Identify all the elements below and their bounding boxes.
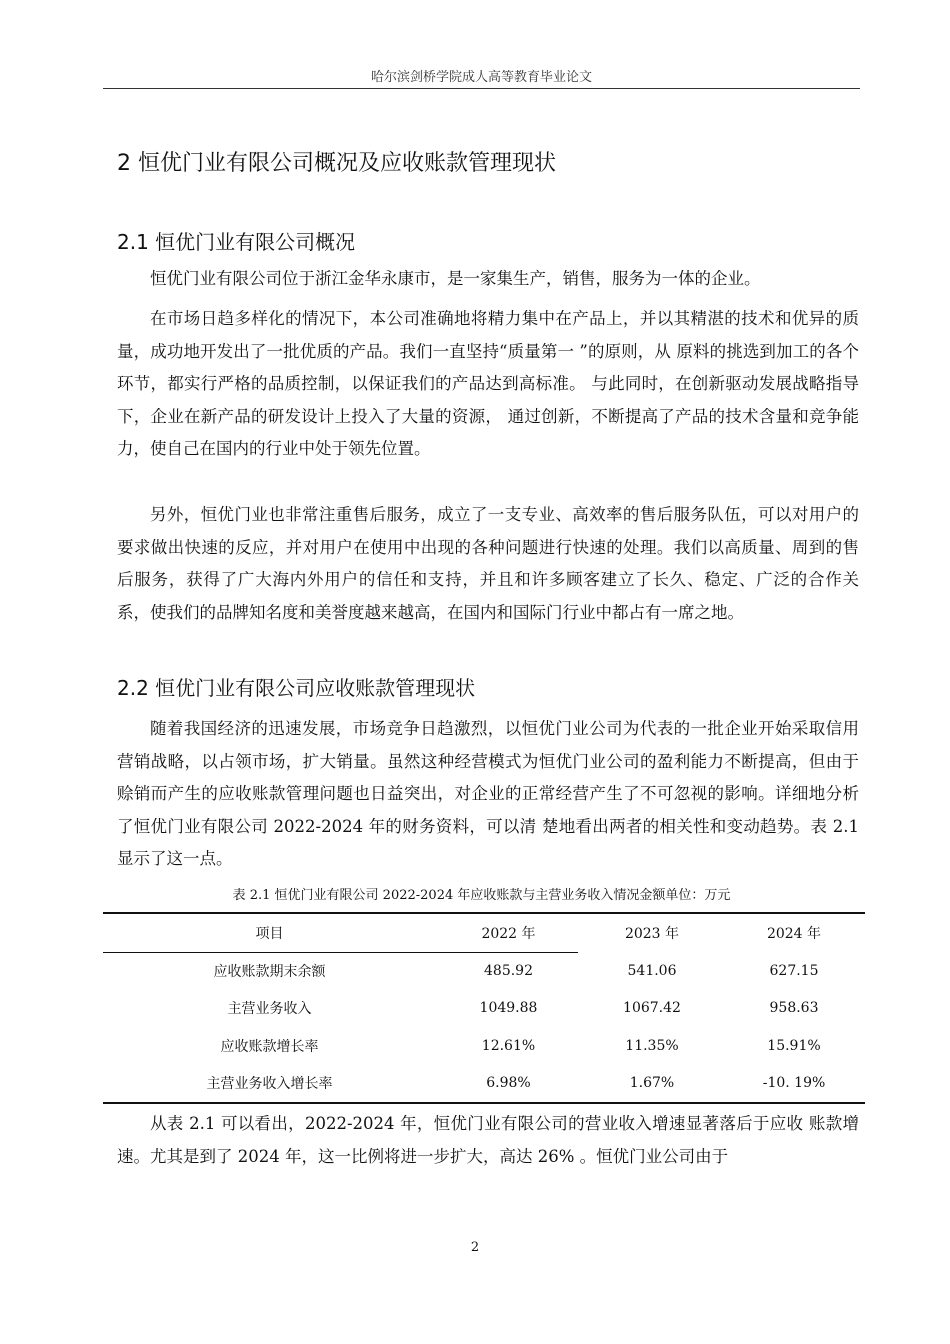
table-cell: 12.61%: [481, 1037, 536, 1054]
table-cell: 应收账款增长率: [220, 1038, 319, 1055]
section-2-2-paragraph-2: 从表 2.1 可以看出，2022-2024 年，恒优门业有限公司的营业收入增速显著落后于应收 账款增速。尤其是到了 2024 年，这一比例将进一步扩大，高达 26% 。恒优门业公司由于: [117, 1114, 859, 1166]
table-cell: -10. 19%: [762, 1075, 826, 1092]
table-cell: 1049.88: [479, 1000, 538, 1017]
table-cell: 主营业务收入: [227, 1001, 312, 1018]
table-row: [103, 952, 865, 990]
section-2-1-paragraph-3: 另外，恒优门业也非常注重售后服务，成立了一支专业、高效率的售后服务队伍，可以对用户的要求做出快速的反应，并对用户在使用中出现的各种问题进行快速的处理。我们以高质量、周到的售后服务，获得了广大海内外用户的信任和支持，并且和许多顾客建立了长久、稳定、广泛的合作关系，使我们的品牌知名度和美誉度越来越高，在国内和国际门行业中都占有一席之地。: [117, 505, 859, 622]
table-cell: 应收账款期末余额: [213, 963, 326, 980]
table-bottom-rule: [103, 1102, 865, 1104]
table-header-cell: 项目: [255, 926, 284, 942]
section-2-1-paragraph-2: 在市场日趋多样化的情况下，本公司准确地将精力集中在产品上，并以其精湛的技术和优异的质量，成功地开发出了一批优质的产品。我们一直坚持“质量第一 ”的原则，从 原料的挑选到加工的各个环节，都实行严格的品质控制，以保证我们的产品达到高标准。 与此同时，在创新驱动发展战略指导下，企业在新产品的研发设计上投入了大量的资源， 通过创新，不断提高了产品的技术含量和竞争能力，使自己在国内的行业中处于领先位置。: [117, 309, 859, 458]
header-rule: [103, 88, 860, 89]
table-header-cell: 2023 年: [624, 926, 680, 942]
table-header-cell: 2022 年: [481, 926, 536, 942]
table-cell: 11.35%: [625, 1037, 679, 1054]
table-row: [103, 1027, 865, 1065]
table-row: [103, 1065, 865, 1103]
table-cell: 1067.42: [623, 1000, 681, 1017]
page-number: 2: [470, 1240, 480, 1255]
running-header: 哈尔滨剑桥学院成人高等教育毕业论文: [370, 70, 592, 85]
table-header-cell: 2024 年: [766, 926, 822, 942]
table-caption: 表 2.1 恒优门业有限公司 2022-2024 年应收账款与主营业务收入情况金额单位：万元: [232, 888, 731, 903]
table-cell: 15.91%: [767, 1037, 821, 1054]
table-cell: 1.67%: [629, 1075, 675, 1092]
table-header-row: [103, 914, 865, 952]
section-2-2-title: 2.2 恒优门业有限公司应收账款管理现状: [117, 676, 476, 700]
table-cell: 6.98%: [486, 1075, 531, 1092]
table-cell: 958.63: [769, 1000, 819, 1017]
table-row: [103, 990, 865, 1028]
receivables-revenue-table: [103, 914, 865, 1102]
section-2-2-paragraph-1: 随着我国经济的迅速发展，市场竞争日趋激烈，以恒优门业公司为代表的一批企业开始采取信用营销战略，以占领市场，扩大销量。虽然这种经营模式为恒优门业公司的盈利能力不断提高，但由于赊销而产生的应收账款管理问题也日益突出，对企业的正常经营产生了不可忽视的影响。详细地分析了恒优门业有限公司 2022-2024 年的财务资料，可以清 楚地看出两者的相关性和变动趋势。表 2.1 显示了这一点。: [117, 719, 859, 868]
section-2-1-paragraph-1: 恒优门业有限公司位于浙江金华永康市，是一家集生产，销售，服务为一体的企业。: [150, 269, 761, 288]
table-cell: 主营业务收入增长率: [206, 1076, 333, 1093]
table-cell: 541.06: [627, 962, 677, 979]
section-2-1-title: 2.1 恒优门业有限公司概况: [117, 230, 356, 254]
table-cell: 627.15: [769, 962, 819, 979]
chapter-title: 2 恒优门业有限公司概况及应收账款管理现状: [117, 151, 556, 176]
table-cell: 485.92: [484, 962, 533, 979]
